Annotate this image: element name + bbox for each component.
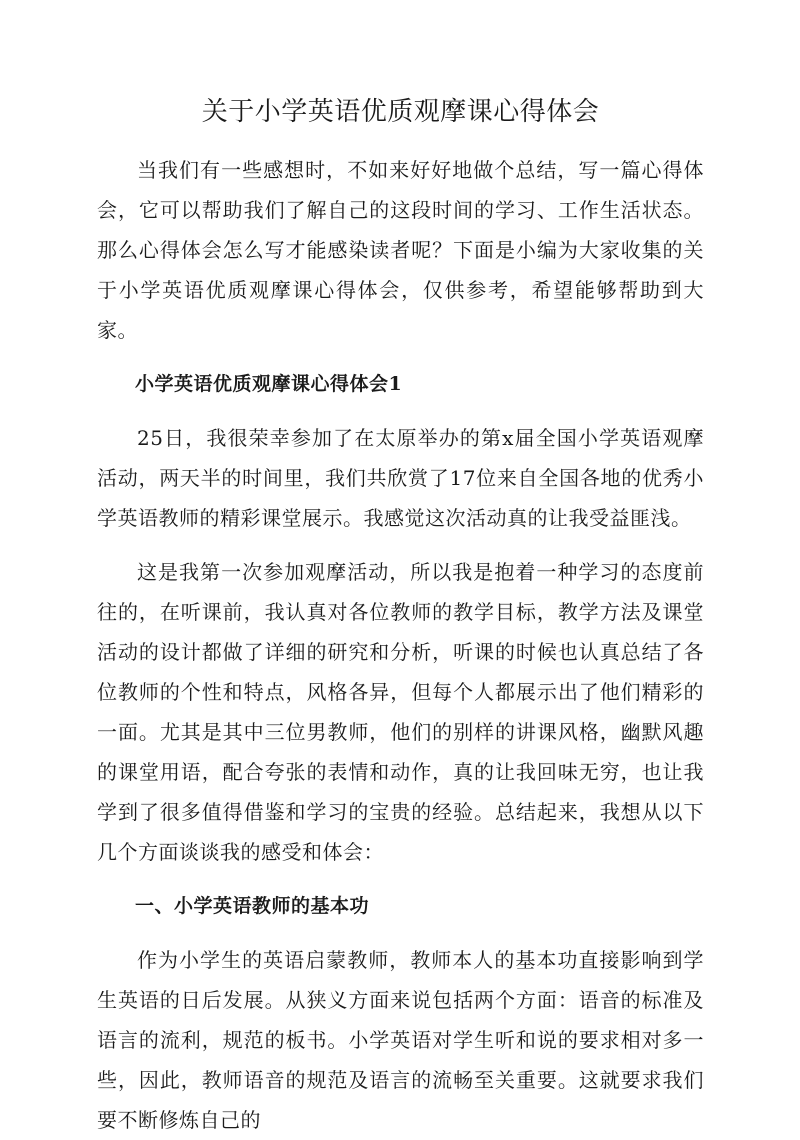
section-heading: 小学英语优质观摩课心得体会1 (135, 373, 403, 395)
document-title: 关于小学英语优质观摩课心得体会 (201, 97, 600, 127)
subheading-basic-skills: 一、小学英语教师的基本功 (135, 895, 370, 917)
body-paragraph-1: 25日，我很荣幸参加了在太原举办的第x届全国小学英语观摩活动，两天半的时间里，我们共欣赏了17位来自全国各地的优秀小学英语教师的精彩课堂展示。我感觉这次活动真的让我受益匪浅。 (97, 426, 704, 530)
intro-paragraph: 当我们有一些感想时，不如来好好地做个总结，写一篇心得体会，它可以帮助我们了解自己的这段时间的学习、工作生活状态。那么心得体会怎么写才能感染读者呢？下面是小编为大家收集的关于小学英语优质观摩课心得体会，仅供参考，希望能够帮助到大家。 (97, 158, 704, 342)
body-paragraph-2: 这是我第一次参加观摩活动，所以我是抱着一种学习的态度前往的，在听课前，我认真对各位教师的教学目标，教学方法及课堂活动的设计都做了详细的研究和分析，听课的时候也认真总结了各位教师的个性和特点，风格各异，但每个人都展示出了他们精彩的一面。尤其是其中三位男教师，他们的别样的讲课风格，幽默风趣的课堂用语，配合夸张的表情和动作，真的让我回味无穷，也让我学到了很多值得借鉴和学习的宝贵的经验。总结起来，我想从以下几个方面谈谈我的感受和体会： (97, 560, 704, 864)
body-paragraph-3: 作为小学生的英语启蒙教师，教师本人的基本功直接影响到学生英语的日后发展。从狭义方面来说包括两个方面：语音的标准及语言的流利，规范的板书。小学英语对学生听和说的要求相对多一些，因此，教师语音的规范及语言的流畅至关重要。这就要求我们要不断修炼自己的 (97, 948, 704, 1132)
